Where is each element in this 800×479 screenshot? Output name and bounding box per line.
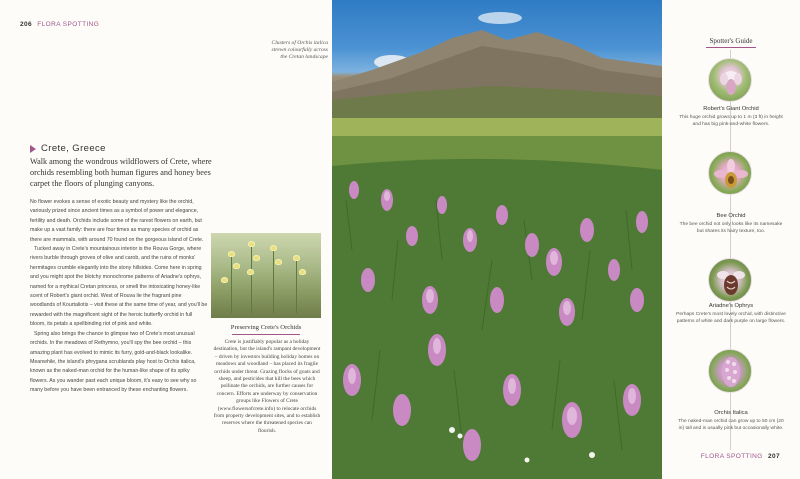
body-paragraph: No flower evokes a sense of exotic beauty and mystery like the orchid, variously prized since ancient times as a symbol of power and elegance, fertility and death. Orchids include some of the rarest flowers on earth, but make up a vast family: there are four times as many species of orchid as there are mammals, with around 70 found on the gorgeous island of Crete.	[30, 199, 204, 243]
left-folio	[20, 21, 99, 28]
stem	[231, 253, 232, 313]
stem	[296, 258, 297, 313]
guide-item-name: Robert's Giant Orchid	[703, 106, 759, 112]
orchis-italica-photo	[708, 349, 752, 393]
triangle-marker-icon	[30, 145, 36, 153]
ariadnes-ophrys-photo	[708, 258, 752, 302]
landscape-illustration	[332, 0, 662, 479]
stem	[251, 243, 252, 313]
photo-caption: Clusters of Orchis italica strewn colourfully across the Cretan landscape	[271, 40, 328, 60]
flower	[270, 245, 277, 251]
flower	[228, 251, 235, 257]
right-section-label: FLORA SPOTTING	[700, 453, 763, 460]
ophrys-icon	[709, 259, 752, 302]
guide-item-desc: Perhaps Crete's most lovely orchid, with distinctive patterns of white and dark purple on large flowers.	[676, 312, 786, 324]
sidebar-box-title: Preserving Crete's Orchids	[230, 324, 302, 331]
flower	[299, 269, 306, 275]
roberts-giant-orchid-photo	[708, 58, 752, 102]
guide-item-name: Orchis Italica	[714, 410, 748, 416]
stem	[273, 248, 274, 313]
inset-orchid-photo	[211, 233, 321, 318]
sidebar-box-text: Crete is justifiably popular as a holiday destination, but the island's rampant development – driven by investors building holiday homes on meadows and woodland – has placed its fragile orchids under threat. Grazing flocks of goats and sheep, and pesticides that kill the bees which pollinate the orchids, are further causes for concern. Efforts are underway by conservation groups like Flowers of Crete (www.flowersofcrete.info) to relocate orchids from property development sites, and to establish reserves where the threatened species can flourish.	[213, 339, 321, 434]
bee-orchid-photo	[708, 151, 752, 195]
guide-item-name: Ariadne's Ophrys	[708, 303, 754, 309]
intro-text: Walk among the wondrous wildflowers of Crete, where orchids resembling both human figures and honey bees carpet the floors of plunging canyons.	[30, 157, 212, 188]
left-page-number: 206	[20, 21, 33, 28]
flower	[293, 255, 300, 261]
guide-item-desc: The bee orchid not only looks like its namesake but shares its hairy texture, too.	[679, 222, 783, 234]
body-text	[30, 198, 208, 396]
guide-title: Spotter's Guide	[709, 37, 753, 45]
heading-text: Crete, Greece	[41, 143, 106, 154]
article-heading	[30, 143, 106, 154]
flower	[247, 269, 254, 275]
flower	[233, 263, 240, 269]
right-page-number: 207	[767, 453, 780, 460]
orchis-italica-icon	[709, 350, 752, 393]
divider	[232, 334, 300, 335]
bee-orchid-icon	[709, 152, 752, 195]
left-section-label: FLORA SPOTTING	[37, 21, 100, 28]
flower	[253, 255, 260, 261]
guide-item-desc: The naked-man orchid can grow up to 50 cm (20 in) tall and is usually pink but occasionally white.	[678, 419, 784, 431]
guide-item-name: Bee Orchid	[716, 213, 746, 219]
right-folio	[701, 453, 780, 460]
spotters-guide	[662, 0, 800, 479]
flower	[221, 277, 228, 283]
body-paragraph: Tucked away in Crete's mountainous interior is the Rouva Gorge, where rivers burble through groves of olive and carob, and the ruins of monks' hermitages crumble elegantly into the stony hillsides. Come here in spring and you might spot the blotchy monochrome patterns of Ariadne's ophrys, named for a mythical Cretan princess, or smell the intoxicating honey-like scent of Robert's giant orchid. West of Rouva lie the fragrant pine woodlands of Kourtaliotis – visit these at the same time of year, and you'll be rewarded with the magnificent sight of the heroic butterfly orchid in full bloom, its petals a spellbinding riot of pink and white.	[30, 246, 208, 328]
flower	[248, 241, 255, 247]
guide-item-desc: This huge orchid grows up to 1 m (3 ft) in height and has big pink-and-white flowers.	[679, 115, 783, 127]
main-landscape-photo	[332, 0, 662, 479]
divider	[706, 47, 756, 48]
body-paragraph: Spring also brings the chance to glimpse two of Crete's most unusual orchids. In the meadows of Rethymno, you'll spy the bee orchid – this amazing plant has evolved to mimic its furry, gold-and-black lookalike. Meanwhile, the island's phrygana scrublands play host to Orchis italica, known as the naked-man orchid for the human-like shape of its spiky flowers. As you wander past each unique bloom, it's easy to see why so many before you have been entranced by these enchanting flowers.	[30, 330, 197, 394]
orchid-icon	[709, 59, 752, 102]
flower	[275, 259, 282, 265]
